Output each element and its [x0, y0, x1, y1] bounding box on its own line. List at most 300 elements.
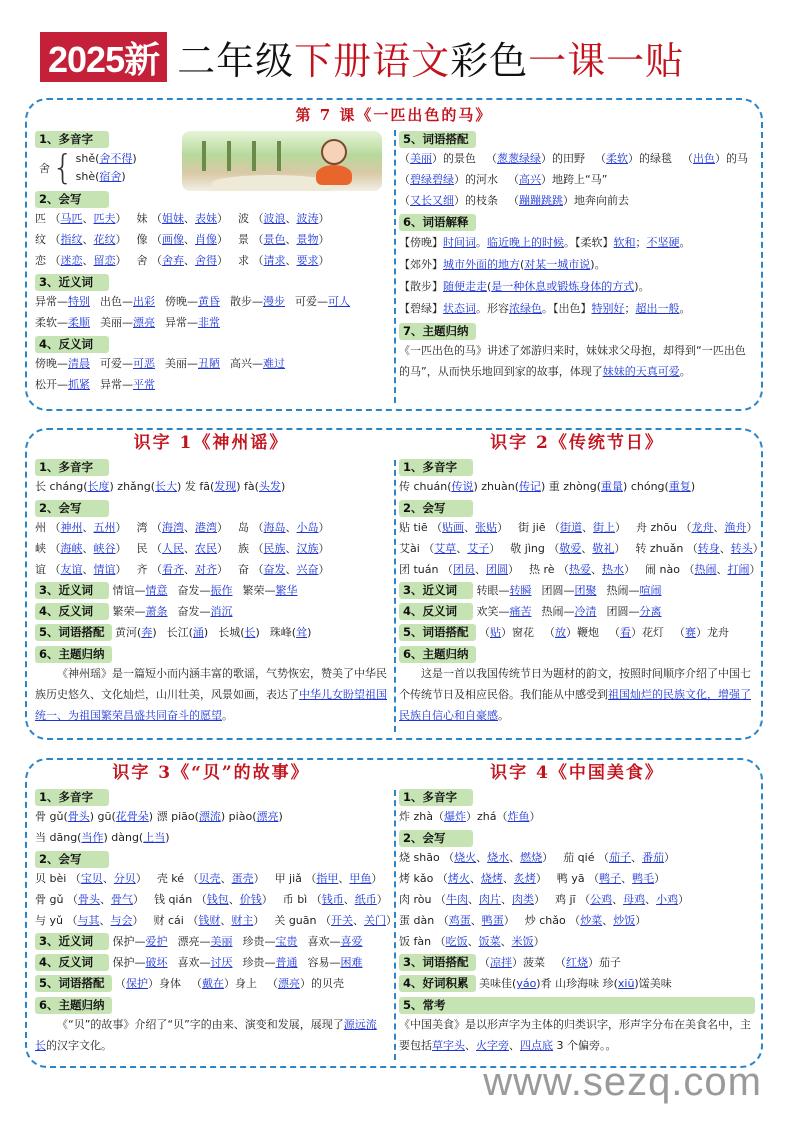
link-word[interactable]: 平常	[133, 378, 155, 391]
theme-link[interactable]: 妹妹的天真可爱	[602, 365, 680, 378]
link-word[interactable]: 葱葱绿绿	[497, 152, 541, 165]
link-word[interactable]: 骨头	[77, 893, 100, 906]
link-word[interactable]: 母鸡	[623, 893, 646, 906]
link-word[interactable]: 重复	[668, 480, 691, 493]
write-row	[35, 208, 387, 229]
text: ) zhǎng(	[109, 480, 156, 493]
text: ）	[261, 893, 273, 906]
link-word[interactable]: 炸鱼	[507, 810, 530, 823]
link-word[interactable]: 海岛	[263, 521, 286, 534]
text: 、	[184, 521, 195, 534]
text: 、	[184, 233, 195, 246]
text: 。	[476, 236, 487, 249]
text: ）	[318, 212, 330, 225]
text: 异常—	[35, 295, 68, 308]
link-word[interactable]: 价钱	[239, 893, 262, 906]
link-word[interactable]: 小岛	[296, 521, 319, 534]
link-word[interactable]: 艾草	[434, 542, 457, 555]
text: 长江(	[166, 626, 193, 639]
write-char: 骨 gǔ （	[35, 893, 78, 906]
link-word[interactable]: 奔	[141, 626, 153, 639]
link-word[interactable]: 五州	[93, 521, 116, 534]
link-word[interactable]: 景物	[296, 233, 319, 246]
synonym-row	[35, 291, 387, 312]
link-word[interactable]: 钱财	[198, 914, 221, 927]
link-word[interactable]: 传记	[519, 480, 542, 493]
text: ）	[217, 521, 228, 534]
write-char: 州 （	[35, 521, 61, 534]
link-word[interactable]: 头发	[258, 480, 281, 493]
text: )	[121, 170, 126, 183]
link-word[interactable]: 敬爱	[559, 542, 582, 555]
write-char: 岛 （	[238, 521, 264, 534]
link-word[interactable]: 友谊	[60, 563, 83, 576]
link-word[interactable]: 烤火	[447, 872, 470, 885]
explanation-list	[399, 232, 755, 319]
link-word[interactable]: 与会	[110, 914, 133, 927]
text: )馐美味	[634, 977, 672, 990]
write-char: 壳 ké （	[156, 872, 199, 885]
text: 、	[464, 521, 476, 534]
link-word[interactable]: 团圆	[486, 563, 508, 576]
link-word[interactable]: 炙烤	[513, 872, 536, 885]
text: ）	[624, 563, 636, 576]
link-word[interactable]: 鸡蛋	[448, 914, 471, 927]
text: ）	[503, 914, 515, 927]
link-word[interactable]: 又长又细	[410, 194, 454, 207]
link-word[interactable]: 烧火	[454, 851, 477, 864]
link-word[interactable]: 烧烤	[480, 872, 503, 885]
link-word[interactable]: 关门	[364, 914, 386, 927]
link-word[interactable]: 火字旁	[476, 1039, 509, 1052]
theme-link[interactable]: 源远流长	[35, 1018, 377, 1052]
link-word[interactable]: 花骨朵	[115, 810, 149, 823]
link-word[interactable]: 打闹	[727, 563, 750, 576]
link-word[interactable]: 是一种休息或锻炼身体的方式	[491, 280, 635, 293]
link-word[interactable]: 看	[620, 626, 632, 639]
link-word[interactable]: 燃烧	[520, 851, 543, 864]
text: 、	[582, 521, 594, 534]
write-list	[399, 517, 764, 580]
text: ）	[217, 212, 228, 225]
link-word[interactable]: 张贴	[475, 521, 498, 534]
link-word[interactable]: 可恶	[133, 357, 155, 370]
text: ) 重 zhòng(	[541, 480, 602, 493]
link-word[interactable]: 舍得	[195, 254, 217, 267]
link-word[interactable]: 非常	[198, 316, 220, 329]
link-word[interactable]: 团员	[453, 563, 475, 576]
text: )	[690, 480, 696, 493]
link-word[interactable]: 甲鱼	[349, 872, 372, 885]
link-word[interactable]: 长	[244, 626, 256, 639]
text: 、	[184, 254, 195, 267]
link-word[interactable]: 漂亮	[256, 810, 279, 823]
lesson-illustration	[182, 131, 382, 191]
section-label: 1、多音字	[399, 459, 473, 476]
write-row	[35, 538, 387, 559]
link-word[interactable]: 随便走走	[443, 280, 487, 293]
link-word[interactable]: 对某一城市说	[524, 258, 591, 271]
link-word[interactable]: 放	[555, 626, 567, 639]
link-word[interactable]: 宿舍	[99, 170, 122, 183]
text: ）地奔向前去	[563, 194, 629, 207]
link-word[interactable]: 骨气	[110, 893, 133, 906]
text: shě(	[75, 152, 100, 165]
link-word[interactable]: 转身	[697, 542, 720, 555]
write-list	[35, 868, 397, 931]
link-word[interactable]: 迷恋	[60, 254, 83, 267]
text: ）的绿毯	[628, 152, 672, 165]
text: ) 发 fā(	[177, 480, 215, 493]
link-word[interactable]: 匹夫	[93, 212, 116, 225]
text: ）的河水	[454, 173, 498, 186]
link-word[interactable]: 消沉	[210, 605, 233, 618]
brace-icon: {	[52, 148, 74, 188]
link-word[interactable]: 留恋	[93, 254, 116, 267]
link-word[interactable]: 公鸡	[590, 893, 613, 906]
link-word[interactable]: 蹦蹦跳跳	[519, 194, 563, 207]
link-word[interactable]: 蛋壳	[231, 872, 254, 885]
link-word[interactable]: 开关	[331, 914, 353, 927]
text: 喜欢—	[177, 956, 211, 969]
link-word[interactable]: 钱包	[206, 893, 229, 906]
text: ）	[318, 563, 330, 576]
link-word[interactable]: 要求	[296, 254, 319, 267]
lesson7-right	[399, 128, 755, 382]
link-word[interactable]: 小鸡	[656, 893, 679, 906]
text: 、	[716, 563, 728, 576]
text: 【郊外】	[399, 258, 443, 271]
link-word[interactable]: xiū	[617, 977, 635, 990]
link-word[interactable]: 美丽	[410, 152, 432, 165]
link-word[interactable]: 奋发	[263, 563, 286, 576]
text: （	[595, 152, 606, 165]
antonym-list	[35, 353, 387, 395]
link-word[interactable]: 时间词	[443, 236, 476, 249]
link-word[interactable]: 神州	[60, 521, 83, 534]
link-word[interactable]: 赛	[685, 626, 697, 639]
link-word[interactable]: 渔舟	[724, 521, 747, 534]
link-word[interactable]: 海峡	[60, 542, 83, 555]
section-label: 2、会写	[399, 500, 473, 517]
link-word[interactable]: 状态词	[443, 302, 476, 315]
text: ）	[115, 563, 127, 576]
text: 、	[467, 893, 479, 906]
link-word[interactable]: 发现	[214, 480, 237, 493]
polyphone-line	[399, 806, 755, 827]
link-word[interactable]: 当作	[81, 831, 104, 844]
link-word[interactable]: 舍弃	[162, 254, 184, 267]
text: 、	[338, 872, 350, 885]
page-title	[177, 30, 684, 85]
link-word[interactable]: 困难	[340, 956, 363, 969]
text: 柔软—	[35, 316, 68, 329]
write-char: 鸡 jī （	[554, 893, 591, 906]
link-word[interactable]: 与其	[77, 914, 100, 927]
text: 、	[184, 212, 195, 225]
link-word[interactable]: 热爱	[569, 563, 592, 576]
text: 、	[285, 563, 297, 576]
text: 、	[500, 935, 512, 948]
theme-link[interactable]: 中华儿女盼望祖国统一、为祖国繁荣昌盛共同奋斗的愿望	[35, 688, 387, 722]
link-word[interactable]: 花纹	[93, 233, 116, 246]
link-word[interactable]: 草字头	[432, 1039, 465, 1052]
write-char: 族 （	[238, 542, 264, 555]
link-word[interactable]: 画像	[162, 233, 184, 246]
link-word[interactable]: 漫步	[263, 295, 285, 308]
link-word[interactable]: 饭菜	[478, 935, 501, 948]
text: 、	[285, 233, 297, 246]
link-word[interactable]: 可人	[328, 295, 350, 308]
link-word[interactable]: 农民	[195, 542, 217, 555]
link-word[interactable]: 热水	[602, 563, 625, 576]
link-word[interactable]: 舍不得	[99, 152, 133, 165]
link-word[interactable]: 艾子	[467, 542, 490, 555]
text: ）	[318, 254, 330, 267]
section-label: 2、会写	[35, 851, 109, 868]
link-word[interactable]: 贝壳	[198, 872, 221, 885]
write-char: 像 （	[136, 233, 162, 246]
link-word[interactable]: 团聚	[574, 584, 597, 597]
link-word[interactable]: 耸	[296, 626, 308, 639]
link-word[interactable]: 黄昏	[198, 295, 220, 308]
link-word[interactable]: 临近晚上的时候	[487, 236, 564, 249]
link-word[interactable]: 兴奋	[296, 563, 319, 576]
text: ）	[217, 542, 228, 555]
link-word[interactable]: 转瞬	[509, 584, 532, 597]
link-word[interactable]: 贴	[490, 626, 502, 639]
text: ）	[217, 233, 228, 246]
link-word[interactable]: 人民	[162, 542, 184, 555]
write-row	[399, 538, 764, 559]
link-word[interactable]: 漂亮	[133, 316, 155, 329]
link-word[interactable]: 冷清	[574, 605, 597, 618]
link-word[interactable]: 鸭子	[599, 872, 622, 885]
column-divider	[394, 460, 396, 732]
text: ）	[115, 521, 127, 534]
link-word[interactable]: 财主	[231, 914, 254, 927]
polyphone-line	[35, 806, 387, 827]
link-word[interactable]: 凉拌	[490, 956, 513, 969]
title-part: 一课一贴	[528, 38, 685, 83]
watermark: www.sezq.com	[483, 1060, 762, 1104]
link-word[interactable]: 钱币	[321, 893, 344, 906]
link-word[interactable]: 喜爱	[340, 935, 363, 948]
link-word[interactable]: 宝贵	[275, 935, 298, 948]
link-word[interactable]: 热闹	[694, 563, 717, 576]
link-word[interactable]: 波浪	[263, 212, 286, 225]
link-word[interactable]: 长大	[155, 480, 178, 493]
theme-link[interactable]: 祖国灿烂的民族文化，增强了民族自信心和自豪感	[399, 688, 751, 722]
link-word[interactable]: 炒菜	[580, 914, 603, 927]
polyphone-char: 舍	[39, 162, 50, 175]
text: 【碧绿】	[399, 302, 443, 315]
link-word[interactable]: 烧水	[487, 851, 510, 864]
link-word[interactable]: 红烧	[566, 956, 589, 969]
link-word[interactable]: 特别好	[591, 302, 625, 315]
link-word[interactable]: 特别	[68, 295, 90, 308]
text: 。	[679, 302, 691, 315]
link-word[interactable]: 美丽	[210, 935, 233, 948]
link-word[interactable]: 柔软	[606, 152, 628, 165]
link-word[interactable]: 爱护	[145, 935, 168, 948]
link-word[interactable]: 敬礼	[592, 542, 615, 555]
link-word[interactable]: 抓紧	[68, 378, 90, 391]
link-word[interactable]: 出色	[693, 152, 715, 165]
link-word[interactable]: 城市外面的地方	[443, 258, 520, 271]
text: 、	[184, 563, 195, 576]
link-word[interactable]: 看齐	[162, 563, 184, 576]
link-word[interactable]: 指纹	[60, 233, 83, 246]
link-word[interactable]: 爆炸	[443, 810, 466, 823]
write-char: 舍 （	[136, 254, 162, 267]
text: 、	[476, 851, 488, 864]
link-word[interactable]: 表妹	[195, 212, 217, 225]
text: （	[115, 977, 127, 990]
link-word[interactable]: 牛肉	[445, 893, 468, 906]
link-word[interactable]: 保护	[126, 977, 149, 990]
text: 奋发—	[177, 605, 211, 618]
text: ) 漂 piāo(	[148, 810, 199, 823]
link-word[interactable]: yáo	[516, 977, 537, 990]
text: 、	[285, 542, 297, 555]
link-word[interactable]: 戴在	[202, 977, 225, 990]
text: 、	[612, 893, 624, 906]
explanation-row	[399, 254, 755, 275]
link-word[interactable]: 指甲	[316, 872, 339, 885]
link-word[interactable]: 骨头	[67, 810, 90, 823]
theme-summary: 《神州瑶》是一篇短小而内涵丰富的歌谣，气势恢宏，赞美了中华民族历史悠久、文化灿烂，山川壮美，风景如画，表达了中华儿女盼望祖国统一、为祖国繁荣昌盛共同奋斗的愿望。	[35, 667, 387, 722]
text: 、	[630, 851, 642, 864]
text: ）	[217, 563, 228, 576]
link-word[interactable]: 漂亮	[278, 977, 301, 990]
link-word[interactable]: 肉类	[511, 893, 534, 906]
link-word[interactable]: 丑陋	[198, 357, 220, 370]
text: 、	[645, 893, 657, 906]
link-word[interactable]: 炒饭	[613, 914, 636, 927]
link-word[interactable]: 龙舟	[691, 521, 714, 534]
text: （	[674, 626, 686, 639]
antonym-row: 4、反义词 繁荣—萧条 奋发—消沉	[35, 601, 387, 622]
link-word[interactable]: 浓绿色	[509, 302, 542, 315]
link-word[interactable]: 港湾	[195, 521, 217, 534]
text: 骨 gǔ(	[35, 810, 68, 823]
link-word[interactable]: 萧条	[145, 605, 168, 618]
write-char: 贝 bèi （	[35, 872, 81, 885]
text: 繁荣—	[242, 584, 276, 597]
link-word[interactable]: 米饭	[511, 935, 534, 948]
link-word[interactable]: 分离	[639, 605, 662, 618]
write-char: 钱 qián （	[153, 893, 207, 906]
link-word[interactable]: 姐妹	[162, 212, 184, 225]
link-word[interactable]: 景色	[263, 233, 286, 246]
text: (	[520, 258, 525, 271]
polyphone-reading	[76, 168, 137, 186]
link-word[interactable]: 涌	[192, 626, 204, 639]
write-row	[399, 517, 758, 538]
link-word[interactable]: 软和	[613, 236, 636, 249]
link-word[interactable]: 重量	[601, 480, 624, 493]
text: 、	[456, 542, 468, 555]
link-word[interactable]: 繁华	[275, 584, 298, 597]
link-word[interactable]: 情意	[145, 584, 168, 597]
text: 、	[465, 1039, 476, 1052]
link-word[interactable]: 民族	[263, 542, 286, 555]
link-word[interactable]: 喧闹	[639, 584, 662, 597]
link-word[interactable]: 肖像	[195, 233, 217, 246]
link-word[interactable]: 番茄	[641, 851, 664, 864]
link-word[interactable]: 柔顺	[68, 316, 90, 329]
collocation-list	[399, 148, 755, 211]
link-word[interactable]: 请求	[263, 254, 286, 267]
theme-summary: 《一匹出色的马》讲述了郊游归来时，妹妹求父母抱，却得到“一匹出色的马”，从而快乐地回到家的故事，体现了妹妹的天真可爱。	[399, 344, 746, 378]
text: ）	[135, 872, 147, 885]
link-word[interactable]: 出彩	[133, 295, 155, 308]
link-word[interactable]: 对齐	[195, 563, 217, 576]
link-word[interactable]: 肉片	[478, 893, 501, 906]
link-word[interactable]: 碧绿碧绿	[410, 173, 454, 186]
text: 傍晚—	[35, 357, 68, 370]
text: ）	[497, 521, 509, 534]
link-word[interactable]: 贴画	[442, 521, 465, 534]
link-word[interactable]: 高兴	[519, 173, 541, 186]
section-label: 1、多音字	[35, 131, 109, 148]
write-char: 烧 shāo （	[399, 851, 455, 864]
text: )	[255, 626, 260, 639]
text: 、	[184, 542, 195, 555]
link-word[interactable]: 鸭毛	[632, 872, 655, 885]
link-word[interactable]: 街道	[560, 521, 583, 534]
link-word[interactable]: 漂流	[198, 810, 221, 823]
link-word[interactable]: 超出一般	[635, 302, 680, 315]
text: 繁荣—	[112, 605, 146, 618]
link-word[interactable]: 不坚硬	[646, 236, 680, 249]
link-word[interactable]: 茄子	[608, 851, 631, 864]
link-word[interactable]: 上当	[143, 831, 166, 844]
link-word[interactable]: 振作	[210, 584, 233, 597]
theme-summary: 这是一首以我国传统节日为题材的韵文，按照时间顺序介绍了中国七个传统节日及相应民俗。我们能从中感受到祖国灿烂的民族文化，增强了民族自信心和自豪感。	[399, 667, 751, 722]
text: 。	[679, 236, 691, 249]
write-char: 妹 （	[136, 212, 162, 225]
link-word[interactable]: 普通	[275, 956, 298, 969]
link-word[interactable]: 海湾	[162, 521, 184, 534]
text: 。【柔软】	[564, 236, 614, 249]
link-word[interactable]: 汉族	[296, 542, 319, 555]
link-word[interactable]: 难过	[263, 357, 285, 370]
link-word[interactable]: 长度	[87, 480, 110, 493]
link-word[interactable]: 吃饭	[445, 935, 468, 948]
text: ）的田野	[541, 152, 585, 165]
link-word[interactable]: 鸭蛋	[481, 914, 504, 927]
link-word[interactable]: 宝贝	[80, 872, 103, 885]
link-word[interactable]: 波涛	[296, 212, 319, 225]
link-word[interactable]: 破坏	[145, 956, 168, 969]
link-word[interactable]: 分贝	[113, 872, 136, 885]
link-word[interactable]: 情谊	[93, 563, 116, 576]
link-word[interactable]: 转头	[730, 542, 753, 555]
link-word[interactable]: 讨厌	[210, 956, 233, 969]
text: 转眼—	[476, 584, 510, 597]
link-word[interactable]: 马匹	[60, 212, 83, 225]
text: 、	[99, 914, 111, 927]
link-word[interactable]: 街上	[593, 521, 616, 534]
link-word[interactable]: 四点底	[520, 1039, 553, 1052]
link-word[interactable]: 纸币	[354, 893, 377, 906]
link-word[interactable]: 峡谷	[93, 542, 116, 555]
link-word[interactable]: 传说	[451, 480, 474, 493]
link-word[interactable]: 痛苦	[509, 605, 532, 618]
link-word[interactable]: 清晨	[68, 357, 90, 370]
